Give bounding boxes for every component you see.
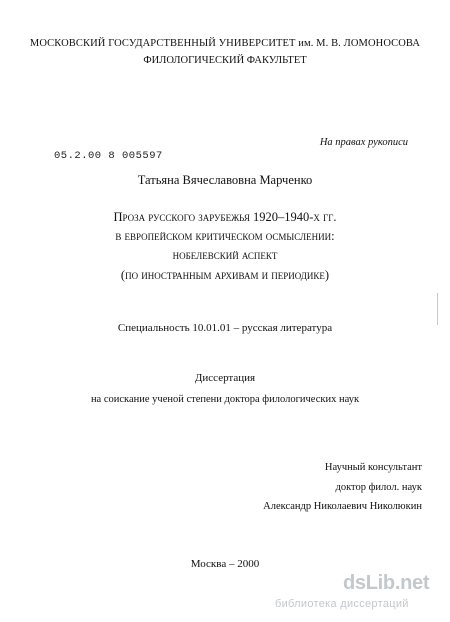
margin-mark [437, 293, 444, 325]
watermark-logo: dsLib.net [343, 572, 430, 594]
university-name: МОСКОВСКИЙ ГОСУДАРСТВЕННЫЙ УНИВЕРСИТЕТ им. М. В. ЛОМОНОСОВА [29, 38, 421, 49]
catalog-code: 05.2.00 8 005597 [54, 150, 163, 162]
faculty-name: ФИЛОЛОГИЧЕСКИЙ ФАКУЛЬТЕТ [143, 55, 307, 66]
document-type: Диссертация [194, 372, 256, 384]
degree-line: на соискание ученой степени доктора филологических наук [90, 394, 360, 405]
specialty: Специальность 10.01.01 – русская литература [117, 322, 333, 334]
advisor-name: Александр Николаевич Николюкин [263, 501, 422, 512]
title-line-2: в европейском критическом осмыслении: [115, 229, 335, 243]
place-year: Москва – 2000 [190, 558, 260, 570]
advisor-role: Научный консультант [324, 462, 422, 473]
advisor-title: доктор филол. наук [335, 482, 422, 493]
author-name: Татьяна Вячеславовна Марченко [137, 173, 313, 187]
rights-note: На правах рукописи [319, 137, 408, 148]
title-line-3: нобелевский аспект [172, 248, 278, 262]
title-line-4: (по иностранным архивам и периодике) [120, 268, 330, 282]
watermark-subtitle: библиотека диссертаций [275, 598, 409, 610]
title-line-1: Проза русского зарубежья 1920–1940-х гг. [113, 210, 337, 224]
